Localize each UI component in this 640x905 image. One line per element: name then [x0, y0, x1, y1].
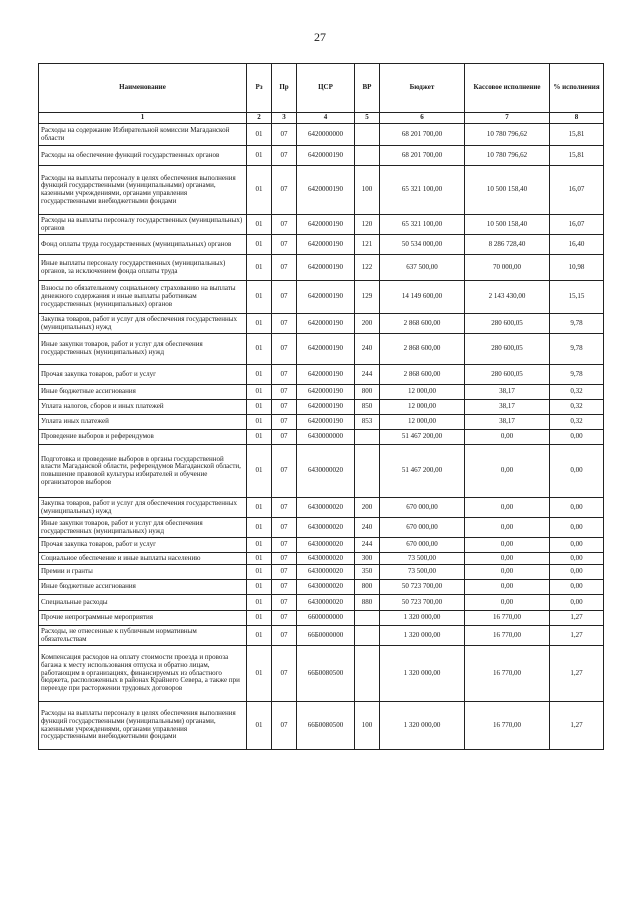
- row-cash-execution: 280 600,05: [465, 334, 550, 365]
- row-name: Расходы, не отнесенные к публичным нормативным обязательствам: [39, 626, 247, 646]
- row-name: Расходы на выплаты персоналу государственных (муниципальных) органов: [39, 215, 247, 235]
- row-pr: 07: [272, 445, 297, 498]
- row-pr: 07: [272, 314, 297, 334]
- row-cash-execution: 0,00: [465, 445, 550, 498]
- row-execution-percent: 0,00: [550, 580, 604, 595]
- row-execution-percent: 1,27: [550, 611, 604, 626]
- row-name: Расходы на содержание Избирательной комиссии Магаданской области: [39, 124, 247, 146]
- row-name: Компенсация расходов на оплату стоимости проезда и провоза багажа к месту использования отпуска и обратно лицам, работающим в организациях, финансируемых из областного бюджета, расположенных в районах Крайнего Севера, а также при переезде при расторжении трудовых договоров: [39, 646, 247, 702]
- row-cash-execution: 16 770,00: [465, 702, 550, 750]
- header-cash-execution: Кассовое исполнение: [465, 64, 550, 113]
- row-pr: 07: [272, 365, 297, 385]
- row-name: Закупка товаров, работ и услуг для обеспечения государственных (муниципальных) нужд: [39, 498, 247, 518]
- row-csr: 6420000190: [297, 415, 355, 430]
- row-pr: 07: [272, 255, 297, 281]
- column-number: 2: [247, 113, 272, 124]
- row-pr: 07: [272, 646, 297, 702]
- row-cash-execution: 16 770,00: [465, 611, 550, 626]
- row-csr: 6420000190: [297, 334, 355, 365]
- row-execution-percent: 15,81: [550, 146, 604, 166]
- column-number: 7: [465, 113, 550, 124]
- row-csr: 6430000000: [297, 430, 355, 445]
- row-rz: 01: [247, 415, 272, 430]
- row-pr: 07: [272, 124, 297, 146]
- column-number: 5: [355, 113, 380, 124]
- table-row: [39, 235, 604, 255]
- row-execution-percent: 0,00: [550, 595, 604, 611]
- row-pr: 07: [272, 334, 297, 365]
- page-number: 27: [314, 30, 326, 44]
- row-csr: 6420000190: [297, 166, 355, 215]
- row-cash-execution: 2 143 430,00: [465, 281, 550, 314]
- row-csr: 6430000020: [297, 445, 355, 498]
- row-execution-percent: 15,81: [550, 124, 604, 146]
- row-name: Премии и гранты: [39, 565, 247, 580]
- table-row: [39, 124, 604, 146]
- row-cash-execution: 280 600,05: [465, 365, 550, 385]
- row-budget: 50 723 700,00: [380, 595, 465, 611]
- row-csr: 6420000190: [297, 281, 355, 314]
- table-body: [39, 124, 604, 750]
- row-pr: 07: [272, 498, 297, 518]
- row-execution-percent: 9,78: [550, 314, 604, 334]
- table-row: [39, 702, 604, 750]
- row-execution-percent: 1,27: [550, 646, 604, 702]
- row-cash-execution: 280 600,05: [465, 314, 550, 334]
- row-name: Уплата иных платежей: [39, 415, 247, 430]
- header-csr: ЦСР: [297, 64, 355, 113]
- row-name: Прочая закупка товаров, работ и услуг: [39, 365, 247, 385]
- row-execution-percent: 9,78: [550, 365, 604, 385]
- table-row: [39, 365, 604, 385]
- row-pr: 07: [272, 415, 297, 430]
- row-vr: [355, 430, 380, 445]
- row-vr: 853: [355, 415, 380, 430]
- table-row: [39, 314, 604, 334]
- row-name: Закупка товаров, работ и услуг для обеспечения государственных (муниципальных) нужд: [39, 314, 247, 334]
- row-csr: 6430000020: [297, 538, 355, 553]
- row-vr: 850: [355, 400, 380, 415]
- row-cash-execution: 10 780 796,62: [465, 146, 550, 166]
- row-rz: 01: [247, 430, 272, 445]
- row-budget: 50 534 000,00: [380, 235, 465, 255]
- row-csr: 6430000020: [297, 565, 355, 580]
- row-budget: 12 000,00: [380, 385, 465, 400]
- row-vr: 800: [355, 385, 380, 400]
- row-name: Расходы на обеспечение функций государственных органов: [39, 146, 247, 166]
- column-number: 1: [39, 113, 247, 124]
- row-vr: [355, 626, 380, 646]
- row-execution-percent: 9,78: [550, 334, 604, 365]
- row-execution-percent: 0,00: [550, 518, 604, 538]
- row-rz: 01: [247, 498, 272, 518]
- row-csr: 66Б0000000: [297, 626, 355, 646]
- row-budget: 73 500,00: [380, 553, 465, 565]
- row-vr: 350: [355, 565, 380, 580]
- row-pr: 07: [272, 518, 297, 538]
- row-rz: 01: [247, 385, 272, 400]
- row-name: Фонд оплаты труда государственных (муниципальных) органов: [39, 235, 247, 255]
- row-vr: 100: [355, 702, 380, 750]
- row-csr: 66Б0080500: [297, 646, 355, 702]
- row-rz: 01: [247, 445, 272, 498]
- row-budget: 51 467 200,00: [380, 445, 465, 498]
- row-name: Иные бюджетные ассигнования: [39, 580, 247, 595]
- row-budget: 2 868 600,00: [380, 365, 465, 385]
- header-name: Наименование: [39, 64, 247, 113]
- row-vr: [355, 146, 380, 166]
- row-pr: 07: [272, 611, 297, 626]
- row-budget: 65 321 100,00: [380, 215, 465, 235]
- row-budget: 50 723 700,00: [380, 580, 465, 595]
- row-budget: 1 320 000,00: [380, 702, 465, 750]
- table-row: [39, 553, 604, 565]
- row-vr: 244: [355, 538, 380, 553]
- table-row: [39, 595, 604, 611]
- table-row: [39, 334, 604, 365]
- row-name: Иные выплаты персоналу государственных (муниципальных) органов, за исключением фонда оплаты труда: [39, 255, 247, 281]
- header-budget: Бюджет: [380, 64, 465, 113]
- row-rz: 01: [247, 538, 272, 553]
- row-vr: 200: [355, 498, 380, 518]
- row-budget: 1 320 000,00: [380, 646, 465, 702]
- row-rz: 01: [247, 281, 272, 314]
- row-vr: 240: [355, 334, 380, 365]
- table-row: [39, 400, 604, 415]
- row-cash-execution: 0,00: [465, 565, 550, 580]
- column-number: 4: [297, 113, 355, 124]
- row-budget: 65 321 100,00: [380, 166, 465, 215]
- row-vr: 800: [355, 580, 380, 595]
- row-cash-execution: 8 286 728,40: [465, 235, 550, 255]
- row-cash-execution: 38,17: [465, 400, 550, 415]
- row-execution-percent: 0,32: [550, 400, 604, 415]
- row-execution-percent: 0,00: [550, 553, 604, 565]
- header-vr: ВР: [355, 64, 380, 113]
- row-name: Прочая закупка товаров, работ и услуг: [39, 538, 247, 553]
- row-rz: 01: [247, 146, 272, 166]
- column-number: 3: [272, 113, 297, 124]
- row-budget: 51 467 200,00: [380, 430, 465, 445]
- row-budget: 14 149 600,00: [380, 281, 465, 314]
- row-vr: 122: [355, 255, 380, 281]
- row-cash-execution: 16 770,00: [465, 646, 550, 702]
- table-row: [39, 498, 604, 518]
- row-cash-execution: 38,17: [465, 385, 550, 400]
- row-name: Взносы по обязательному социальному страхованию на выплаты денежного содержания и иные выплаты работникам государственных (муниципальных) органов: [39, 281, 247, 314]
- row-name: Иные закупки товаров, работ и услуг для обеспечения государственных (муниципальных) нужд: [39, 518, 247, 538]
- row-pr: 07: [272, 580, 297, 595]
- row-execution-percent: 10,98: [550, 255, 604, 281]
- row-csr: 6420000190: [297, 385, 355, 400]
- table-row: [39, 281, 604, 314]
- row-name: Подготовка и проведение выборов в органы государственной власти Магаданской области, референдумов Магаданской области, повышение правовой культуры избирателей и обучение организаторов выборов: [39, 445, 247, 498]
- table-row: [39, 385, 604, 400]
- row-vr: [355, 124, 380, 146]
- row-pr: 07: [272, 400, 297, 415]
- row-execution-percent: 0,00: [550, 430, 604, 445]
- column-number-row: [39, 113, 604, 124]
- row-rz: 01: [247, 702, 272, 750]
- row-budget: 12 000,00: [380, 400, 465, 415]
- column-number: 8: [550, 113, 604, 124]
- row-execution-percent: 0,32: [550, 415, 604, 430]
- row-pr: 07: [272, 595, 297, 611]
- row-vr: [355, 611, 380, 626]
- row-execution-percent: 16,07: [550, 166, 604, 215]
- row-budget: 2 868 600,00: [380, 314, 465, 334]
- row-budget: 73 500,00: [380, 565, 465, 580]
- row-cash-execution: 0,00: [465, 430, 550, 445]
- row-rz: 01: [247, 565, 272, 580]
- row-cash-execution: 0,00: [465, 580, 550, 595]
- row-rz: 01: [247, 580, 272, 595]
- row-vr: 244: [355, 365, 380, 385]
- row-pr: 07: [272, 430, 297, 445]
- table-row: [39, 415, 604, 430]
- row-pr: 07: [272, 166, 297, 215]
- row-name: Расходы на выплаты персоналу в целях обеспечения выполнения функций государственными (муниципальными) органами, казенными учреждениями, органами управления государственными внебюджетными фондами: [39, 166, 247, 215]
- table-row: [39, 255, 604, 281]
- row-pr: 07: [272, 553, 297, 565]
- row-rz: 01: [247, 365, 272, 385]
- row-rz: 01: [247, 334, 272, 365]
- row-name: Уплата налогов, сборов и иных платежей: [39, 400, 247, 415]
- row-rz: 01: [247, 255, 272, 281]
- row-budget: 670 000,00: [380, 538, 465, 553]
- row-csr: 6420000190: [297, 255, 355, 281]
- table-row: [39, 430, 604, 445]
- row-cash-execution: 70 000,00: [465, 255, 550, 281]
- row-csr: 66Б0080500: [297, 702, 355, 750]
- row-csr: 6420000190: [297, 365, 355, 385]
- table-row: [39, 626, 604, 646]
- row-budget: 12 000,00: [380, 415, 465, 430]
- row-cash-execution: 10 500 158,40: [465, 215, 550, 235]
- row-rz: 01: [247, 595, 272, 611]
- row-pr: 07: [272, 626, 297, 646]
- row-vr: 121: [355, 235, 380, 255]
- row-budget: 1 320 000,00: [380, 611, 465, 626]
- table-row: [39, 146, 604, 166]
- row-csr: 6430000020: [297, 518, 355, 538]
- row-budget: 670 000,00: [380, 498, 465, 518]
- row-budget: 68 201 700,00: [380, 146, 465, 166]
- row-rz: 01: [247, 314, 272, 334]
- table-row: [39, 445, 604, 498]
- row-execution-percent: 1,27: [550, 626, 604, 646]
- table-row: [39, 166, 604, 215]
- row-cash-execution: 0,00: [465, 518, 550, 538]
- row-vr: [355, 445, 380, 498]
- row-cash-execution: 16 770,00: [465, 626, 550, 646]
- row-execution-percent: 16,40: [550, 235, 604, 255]
- row-cash-execution: 10 780 796,62: [465, 124, 550, 146]
- row-csr: 6420000000: [297, 124, 355, 146]
- row-cash-execution: 38,17: [465, 415, 550, 430]
- row-pr: 07: [272, 565, 297, 580]
- row-execution-percent: 15,15: [550, 281, 604, 314]
- row-csr: 6420000190: [297, 146, 355, 166]
- table-row: [39, 611, 604, 626]
- row-csr: 6420000190: [297, 314, 355, 334]
- header-execution-percent: % исполнения: [550, 64, 604, 113]
- row-cash-execution: 0,00: [465, 498, 550, 518]
- row-name: Специальные расходы: [39, 595, 247, 611]
- row-vr: 200: [355, 314, 380, 334]
- row-cash-execution: 0,00: [465, 595, 550, 611]
- row-cash-execution: 0,00: [465, 553, 550, 565]
- header-pr: Пр: [272, 64, 297, 113]
- row-execution-percent: 0,00: [550, 445, 604, 498]
- table-row: [39, 580, 604, 595]
- table-row: [39, 538, 604, 553]
- row-vr: 120: [355, 215, 380, 235]
- header-rz: Рз: [247, 64, 272, 113]
- row-csr: 6420000190: [297, 215, 355, 235]
- row-name: Иные бюджетные ассигнования: [39, 385, 247, 400]
- row-cash-execution: 10 500 158,40: [465, 166, 550, 215]
- budget-execution-table: [38, 63, 604, 750]
- row-pr: 07: [272, 281, 297, 314]
- row-vr: 100: [355, 166, 380, 215]
- table-row: [39, 565, 604, 580]
- row-csr: 6420000190: [297, 400, 355, 415]
- row-rz: 01: [247, 215, 272, 235]
- row-vr: 300: [355, 553, 380, 565]
- row-vr: 880: [355, 595, 380, 611]
- row-execution-percent: 0,00: [550, 498, 604, 518]
- row-rz: 01: [247, 166, 272, 215]
- row-rz: 01: [247, 124, 272, 146]
- row-budget: 2 868 600,00: [380, 334, 465, 365]
- row-rz: 01: [247, 553, 272, 565]
- row-name: Расходы на выплаты персоналу в целях обеспечения выполнения функций государственными (муниципальными) органами, казенными учреждениями, органами управления государственными внебюджетными фондами: [39, 702, 247, 750]
- row-pr: 07: [272, 146, 297, 166]
- row-vr: [355, 646, 380, 702]
- row-name: Прочие непрограммные мероприятия: [39, 611, 247, 626]
- row-pr: 07: [272, 215, 297, 235]
- row-execution-percent: 0,00: [550, 565, 604, 580]
- row-csr: 6430000020: [297, 498, 355, 518]
- table-row: [39, 215, 604, 235]
- row-csr: 6430000020: [297, 553, 355, 565]
- row-execution-percent: 0,32: [550, 385, 604, 400]
- row-pr: 07: [272, 385, 297, 400]
- row-budget: 1 320 000,00: [380, 626, 465, 646]
- row-pr: 07: [272, 538, 297, 553]
- row-csr: 6430000020: [297, 595, 355, 611]
- row-rz: 01: [247, 626, 272, 646]
- row-csr: 6420000190: [297, 235, 355, 255]
- row-csr: 6600000000: [297, 611, 355, 626]
- row-execution-percent: 1,27: [550, 702, 604, 750]
- row-budget: 68 201 700,00: [380, 124, 465, 146]
- row-budget: 670 000,00: [380, 518, 465, 538]
- row-rz: 01: [247, 400, 272, 415]
- header-row: [39, 64, 604, 113]
- row-pr: 07: [272, 235, 297, 255]
- row-execution-percent: 0,00: [550, 538, 604, 553]
- row-execution-percent: 16,07: [550, 215, 604, 235]
- row-rz: 01: [247, 646, 272, 702]
- row-pr: 07: [272, 702, 297, 750]
- row-rz: 01: [247, 518, 272, 538]
- row-rz: 01: [247, 235, 272, 255]
- table-row: [39, 518, 604, 538]
- row-budget: 637 500,00: [380, 255, 465, 281]
- column-number: 6: [380, 113, 465, 124]
- row-csr: 6430000020: [297, 580, 355, 595]
- row-vr: 129: [355, 281, 380, 314]
- row-name: Иные закупки товаров, работ и услуг для обеспечения государственных (муниципальных) нужд: [39, 334, 247, 365]
- row-name: Проведение выборов и референдумов: [39, 430, 247, 445]
- row-cash-execution: 0,00: [465, 538, 550, 553]
- row-name: Социальное обеспечение и иные выплаты населению: [39, 553, 247, 565]
- table-row: [39, 646, 604, 702]
- row-rz: 01: [247, 611, 272, 626]
- row-vr: 240: [355, 518, 380, 538]
